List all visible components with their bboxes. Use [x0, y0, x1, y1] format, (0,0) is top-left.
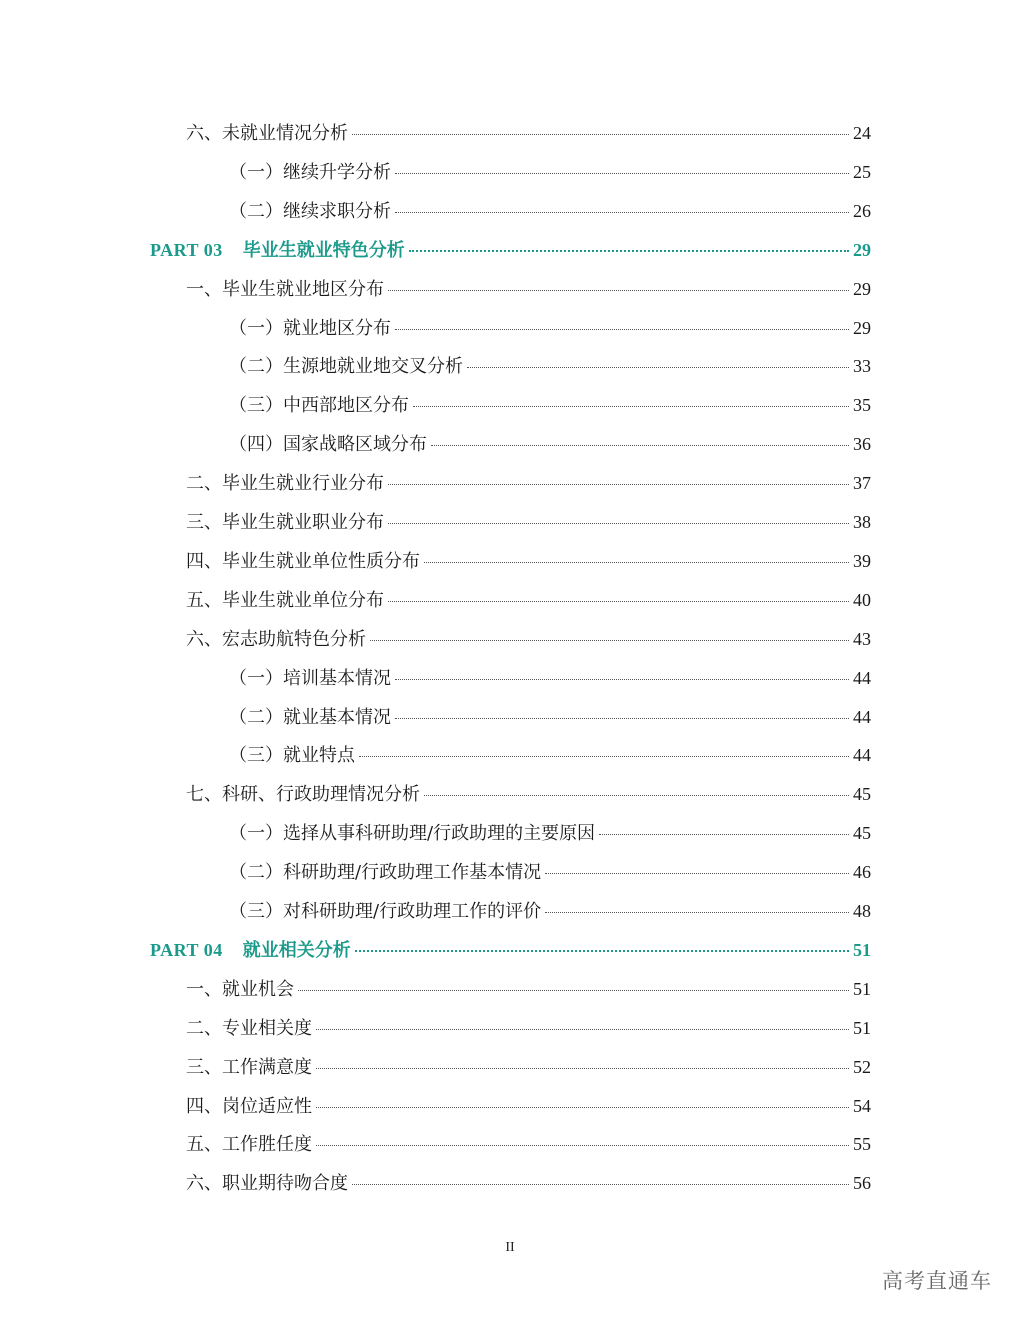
toc-entry-label: （二）继续求职分析: [229, 200, 391, 222]
toc-page-number: 39: [853, 550, 871, 571]
toc-entry-label: 二、专业相关度: [186, 1017, 312, 1039]
toc-entry[interactable]: [186, 1013, 871, 1043]
page-number: II: [505, 1240, 515, 1255]
toc-entry[interactable]: [186, 507, 871, 537]
toc-entry-label: 一、就业机会: [186, 978, 294, 1000]
toc-page-number: 35: [853, 395, 871, 416]
toc-page-number: 29: [853, 239, 871, 260]
toc-entry-label: （二）科研助理/行政助理工作基本情况: [229, 862, 542, 884]
toc-entry[interactable]: [186, 1052, 871, 1082]
dot-leader: [316, 1106, 849, 1108]
toc-page-number: 44: [853, 667, 871, 688]
dot-leader: [395, 211, 849, 213]
toc-entry[interactable]: [186, 468, 871, 498]
toc-part-label: [150, 235, 407, 266]
toc-entry[interactable]: [229, 857, 871, 887]
toc-entry-label: （三）就业特点: [229, 745, 355, 767]
toc-page-number: 48: [853, 901, 871, 921]
toc-entry[interactable]: [186, 1129, 871, 1159]
toc-entry[interactable]: [186, 1168, 871, 1198]
toc-part-title: 就业相关分析: [242, 939, 351, 961]
toc-page-number: 45: [853, 784, 871, 805]
toc-entry[interactable]: [186, 1091, 871, 1121]
toc-page-number: 54: [853, 1095, 871, 1116]
toc-page-number: 55: [853, 1134, 871, 1155]
toc-page-number: 29: [853, 278, 871, 299]
toc-entry-label: （一）继续升学分析: [229, 161, 391, 183]
dot-leader: [409, 249, 849, 252]
toc-page-number: 38: [853, 512, 871, 532]
toc-page-number: 25: [853, 161, 871, 182]
toc-entry[interactable]: [229, 818, 871, 848]
toc-entry[interactable]: [229, 313, 871, 343]
toc-entry[interactable]: [186, 118, 871, 148]
dot-leader: [599, 833, 849, 835]
toc-entry[interactable]: [229, 157, 871, 187]
toc-entry[interactable]: [186, 974, 871, 1004]
toc-entry-label: （一）就业地区分布: [229, 317, 391, 339]
toc-page-number: 44: [853, 745, 871, 766]
toc-part-number: PART 04: [150, 939, 223, 960]
dot-leader: [424, 794, 849, 796]
toc-entry-label: 五、工作胜任度: [186, 1134, 312, 1156]
dot-leader: [298, 989, 849, 991]
watermark: 高考直通车: [882, 1269, 992, 1293]
dot-leader: [388, 522, 849, 524]
toc-entry[interactable]: [229, 663, 871, 693]
toc-entry[interactable]: [229, 896, 871, 926]
toc-entry-label: 二、毕业生就业行业分布: [186, 473, 384, 495]
toc-entry[interactable]: [229, 351, 871, 381]
toc-entry-label: 六、职业期待吻合度: [186, 1173, 348, 1195]
toc-entry-label: 七、科研、行政助理情况分析: [186, 784, 420, 806]
dot-leader: [352, 133, 849, 135]
toc-page-number: 33: [853, 356, 871, 377]
dot-leader: [467, 366, 849, 368]
dot-leader: [352, 1183, 849, 1185]
toc-page-number: 29: [853, 317, 871, 338]
toc-entry-label: （二）就业基本情况: [229, 706, 391, 728]
toc-part-entry[interactable]: [150, 235, 871, 265]
toc-page-number: 40: [853, 589, 871, 610]
toc-entry[interactable]: [229, 196, 871, 226]
toc-entry[interactable]: [229, 390, 871, 420]
toc-page-number: 45: [853, 823, 871, 844]
toc-entry-label: 三、工作满意度: [186, 1056, 312, 1078]
toc-entry-label: （一）选择从事科研助理/行政助理的主要原因: [229, 823, 596, 845]
dot-leader: [395, 172, 849, 174]
toc-entry[interactable]: [186, 624, 871, 654]
dot-leader: [355, 949, 849, 952]
toc-entry[interactable]: [229, 429, 871, 459]
toc-page-number: 56: [853, 1173, 871, 1194]
toc-entry-label: 四、毕业生就业单位性质分布: [186, 550, 420, 572]
toc-page-number: 44: [853, 706, 871, 727]
toc-part-label: [150, 935, 353, 966]
toc-page-number: 43: [853, 628, 871, 649]
toc-entry[interactable]: [186, 779, 871, 809]
toc-entry[interactable]: [229, 702, 871, 732]
toc-part-title: 毕业生就业特色分析: [242, 239, 405, 261]
dot-leader: [413, 405, 849, 407]
dot-leader: [545, 911, 849, 913]
dot-leader: [370, 639, 849, 641]
dot-leader: [545, 872, 849, 874]
toc-page-number: 37: [853, 473, 871, 494]
toc-page-number: 51: [853, 939, 871, 960]
dot-leader: [388, 600, 849, 602]
toc-entry-label: 三、毕业生就业职业分布: [186, 512, 384, 533]
dot-leader: [424, 561, 849, 563]
toc-page-number: 26: [853, 200, 871, 221]
toc-entry[interactable]: [186, 585, 871, 615]
toc-entry-label: 四、岗位适应性: [186, 1095, 312, 1117]
toc-part-number: PART 03: [150, 239, 223, 260]
toc-entry-label: 五、毕业生就业单位分布: [186, 589, 384, 611]
toc-page-number: 46: [853, 862, 871, 883]
toc-entry[interactable]: [229, 740, 871, 770]
dot-leader: [388, 289, 849, 291]
toc-page-number: 51: [853, 978, 871, 999]
dot-leader: [431, 444, 849, 446]
toc-entry[interactable]: [186, 546, 871, 576]
toc-entry-label: （三）中西部地区分布: [229, 395, 409, 417]
dot-leader: [395, 717, 849, 719]
toc-entry-label: 六、宏志助航特色分析: [186, 628, 366, 650]
toc-entry-label: （二）生源地就业地交叉分析: [229, 356, 463, 378]
dot-leader: [316, 1067, 849, 1069]
dot-leader: [395, 678, 849, 680]
dot-leader: [395, 328, 849, 330]
toc-entry[interactable]: [186, 274, 871, 304]
toc-entry-label: （一）培训基本情况: [229, 667, 391, 689]
dot-leader: [316, 1028, 849, 1030]
dot-leader: [388, 483, 849, 485]
toc-page-number: 51: [853, 1017, 871, 1038]
toc-part-entry[interactable]: [150, 935, 871, 965]
toc-entry-label: 六、未就业情况分析: [186, 123, 348, 144]
toc-entry-label: 一、毕业生就业地区分布: [186, 278, 384, 300]
toc-entry-label: （三）对科研助理/行政助理工作的评价: [229, 901, 542, 922]
toc-page-number: 52: [853, 1056, 871, 1077]
toc-page-number: 24: [853, 123, 871, 143]
toc-entry-label: （四）国家战略区域分布: [229, 434, 427, 456]
toc-page-number: 36: [853, 434, 871, 455]
dot-leader: [316, 1144, 849, 1146]
dot-leader: [359, 755, 849, 757]
